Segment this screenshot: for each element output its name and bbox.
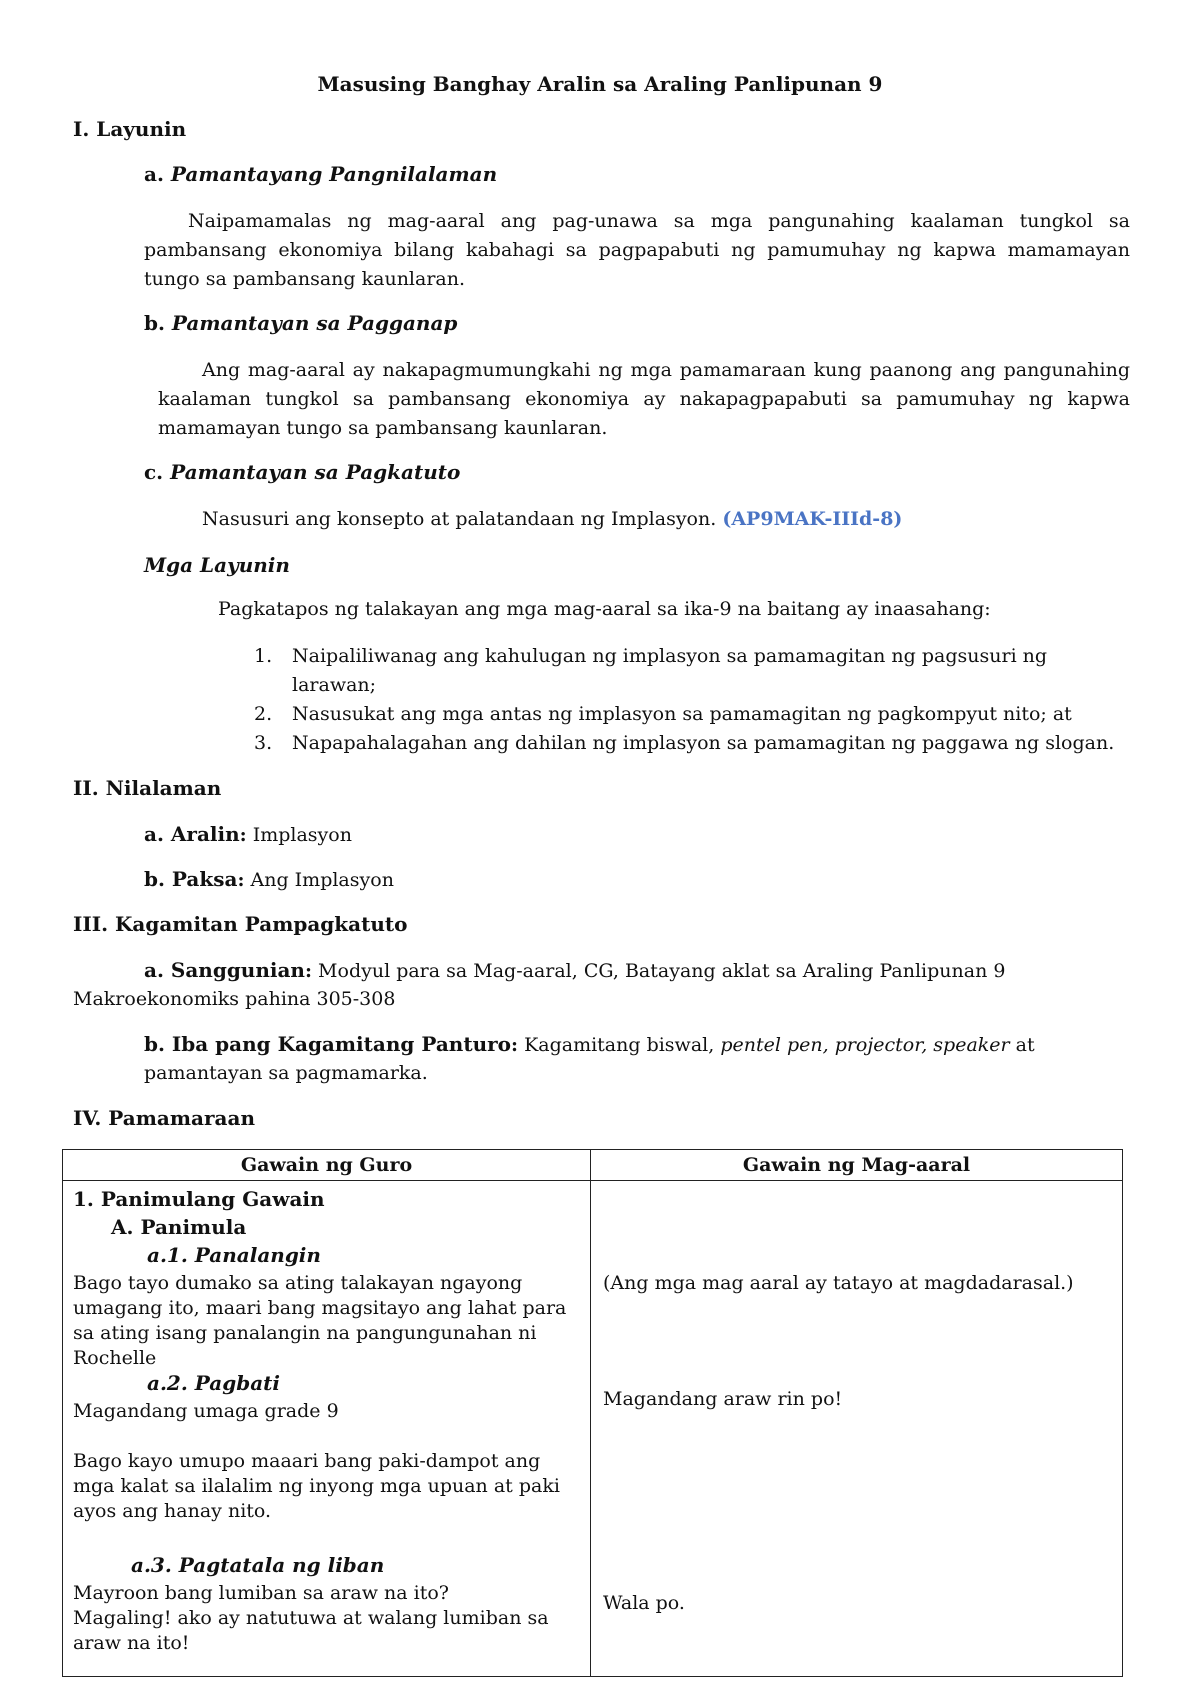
objective-item — [254, 729, 1134, 758]
table-header-row — [63, 1150, 1123, 1181]
iba-text-after: at — [1015, 1034, 1035, 1056]
aralin-line: a. Aralin: Implasyon — [144, 822, 352, 846]
sanggunian-value: Modyul para sa Mag-aaral, CG, Batayang aklat sa Araling Panlipunan 9 — [318, 960, 1006, 982]
response-pagtatala: Wala po. — [603, 1592, 685, 1614]
paalala-line-3: ayos ang hanay nito. — [73, 1500, 272, 1522]
page-title: Masusing Banghay Aralin sa Araling Panlipunan 9 — [317, 72, 883, 96]
pagbati-text: Magandang umaga grade 9 — [73, 1400, 339, 1422]
pamantayan-sa-pagkatuto-text — [202, 508, 902, 530]
panalangin-line-4: Rochelle — [73, 1347, 157, 1369]
sanggunian-continuation: Makroekonomiks pahina 305-308 — [73, 988, 396, 1010]
panalangin-line-2: umagang ito, maari bang magsitayo ang lahat para — [73, 1297, 567, 1319]
header-gawain-magaaral: Gawain ng Mag-aaral — [591, 1150, 1123, 1181]
aralin-value: Implasyon — [252, 824, 352, 846]
section-layunin-heading: I. Layunin — [73, 117, 187, 141]
section-nilalaman-heading: II. Nilalaman — [73, 776, 222, 800]
iba-label: b. Iba pang Kagamitang Panturo — [144, 1032, 511, 1056]
pagtatala-line-2: Magaling! ako ay natutuwa at walang lumiban sa — [73, 1607, 549, 1629]
pamantayan-sa-pagganap-heading — [144, 311, 457, 335]
header-gawain-guro: Gawain ng Guro — [63, 1150, 591, 1181]
heading-letter: a. — [144, 162, 164, 186]
response-pagbati: Magandang araw rin po! — [603, 1388, 843, 1410]
pamantayan-sa-pagkatuto-heading — [144, 460, 460, 484]
paksa-value: Ang Implasyon — [250, 869, 394, 891]
pagtatala-heading: a.3. Pagtatala ng liban — [131, 1553, 385, 1577]
panimula-heading: A. Panimula — [111, 1215, 247, 1239]
pamantayang-pangnilalaman-heading — [144, 162, 497, 186]
aralin-label: a. Aralin — [144, 822, 240, 846]
mga-layunin-heading: Mga Layunin — [144, 553, 290, 577]
heading-label: Pamantayan sa Pagkatuto — [170, 460, 461, 484]
section-pamamaraan-heading: IV. Pamamaraan — [73, 1106, 256, 1130]
heading-label: Pamantayang Pangnilalaman — [170, 162, 498, 186]
panalangin-line-1: Bago tayo dumako sa ating talakayan ngayong — [73, 1272, 523, 1294]
objectives-list — [254, 642, 1134, 758]
objective-item — [254, 700, 1134, 729]
pamantayan-sa-pagganap-text: Ang mag-aaral ay nakapagmumungkahi ng mga pamamaraan kung paanong ang pangunahing kaalaman tungkol sa pambansang ekonomiya ay nakapagpapabuti sa pamumuhay ng kapwa mamamayan tungo sa pambansang kaunlaran. — [158, 359, 1130, 439]
table-row — [63, 1181, 1123, 1677]
objective-number: 2. — [254, 703, 273, 725]
iba-pang-kagamitan-line: b. Iba pang Kagamitang Panturo: Kagamitang biswal, pentel pen, projector, speaker at — [144, 1032, 1035, 1056]
paksa-label: b. Paksa — [144, 867, 238, 891]
iba-text-before: Kagamitang biswal, — [524, 1034, 715, 1056]
heading-letter: b. — [144, 311, 165, 335]
paksa-line: b. Paksa: Ang Implasyon — [144, 867, 394, 891]
objective-number: 3. — [254, 732, 273, 754]
sanggunian-label: a. Sanggunian — [144, 958, 305, 982]
procedure-table — [62, 1149, 1123, 1677]
panimulang-gawain-heading: 1. Panimulang Gawain — [73, 1187, 325, 1211]
panalangin-line-3: sa ating isang panalangin na pangungunahan ni — [73, 1322, 537, 1344]
response-panalangin: (Ang mga mag aaral ay tatayo at magdadarasal.) — [603, 1272, 1074, 1294]
pamantayang-pangnilalaman-text: Naipamamalas ng mag-aaral ang pag-unawa sa mga pangunahing kaalaman tungkol sa pambansang ekonomiya bilang kabahagi sa pagpapabuti ng pamumuhay ng kapwa mamamayan tungo sa pambansang kaunlaran. — [144, 210, 1130, 290]
objective-item — [254, 642, 1134, 700]
heading-label: Pamantayan sa Pagganap — [171, 311, 458, 335]
iba-text-italic: pentel pen, projector, speaker — [720, 1034, 1010, 1056]
panalangin-heading: a.1. Panalangin — [147, 1243, 321, 1267]
competency-text: Nasusuri ang konsepto at palatandaan ng Implasyon. — [202, 508, 717, 530]
pagbati-heading: a.2. Pagbati — [147, 1371, 280, 1395]
pagtatala-line-1: Mayroon bang lumiban sa araw na ito? — [73, 1582, 449, 1604]
paalala-line-1: Bago kayo umupo maaari bang paki-dampot ang — [73, 1450, 541, 1472]
paalala-line-2: mga kalat sa ilalalim ng inyong mga upuan at paki — [73, 1475, 560, 1497]
section-kagamitan-heading: III. Kagamitan Pampagkatuto — [73, 912, 408, 936]
objective-number: 1. — [254, 645, 273, 667]
competency-code: (AP9MAK-IIId-8) — [722, 508, 903, 530]
iba-continuation: pamantayan sa pagmamarka. — [144, 1062, 428, 1084]
magaaral-cell — [591, 1181, 1123, 1677]
mga-layunin-intro: Pagkatapos ng talakayan ang mga mag-aaral sa ika-9 na baitang ay inaasahang: — [218, 598, 991, 620]
pagtatala-line-3: araw na ito! — [73, 1632, 190, 1654]
heading-letter: c. — [144, 460, 164, 484]
sanggunian-line: a. Sanggunian: Modyul para sa Mag-aaral, CG, Batayang aklat sa Araling Panlipunan 9 — [144, 958, 1006, 982]
objective-text: Nasusukat ang mga antas ng implasyon sa pamamagitan ng pagkompyut nito; at — [292, 703, 1072, 725]
objective-text: Naipaliliwanag ang kahulugan ng implasyon sa pamamagitan ng pagsusuri ng larawan; — [292, 645, 1048, 696]
objective-text: Napapahalagahan ang dahilan ng implasyon sa pamamagitan ng paggawa ng slogan. — [292, 732, 1115, 754]
guro-cell — [63, 1181, 591, 1677]
